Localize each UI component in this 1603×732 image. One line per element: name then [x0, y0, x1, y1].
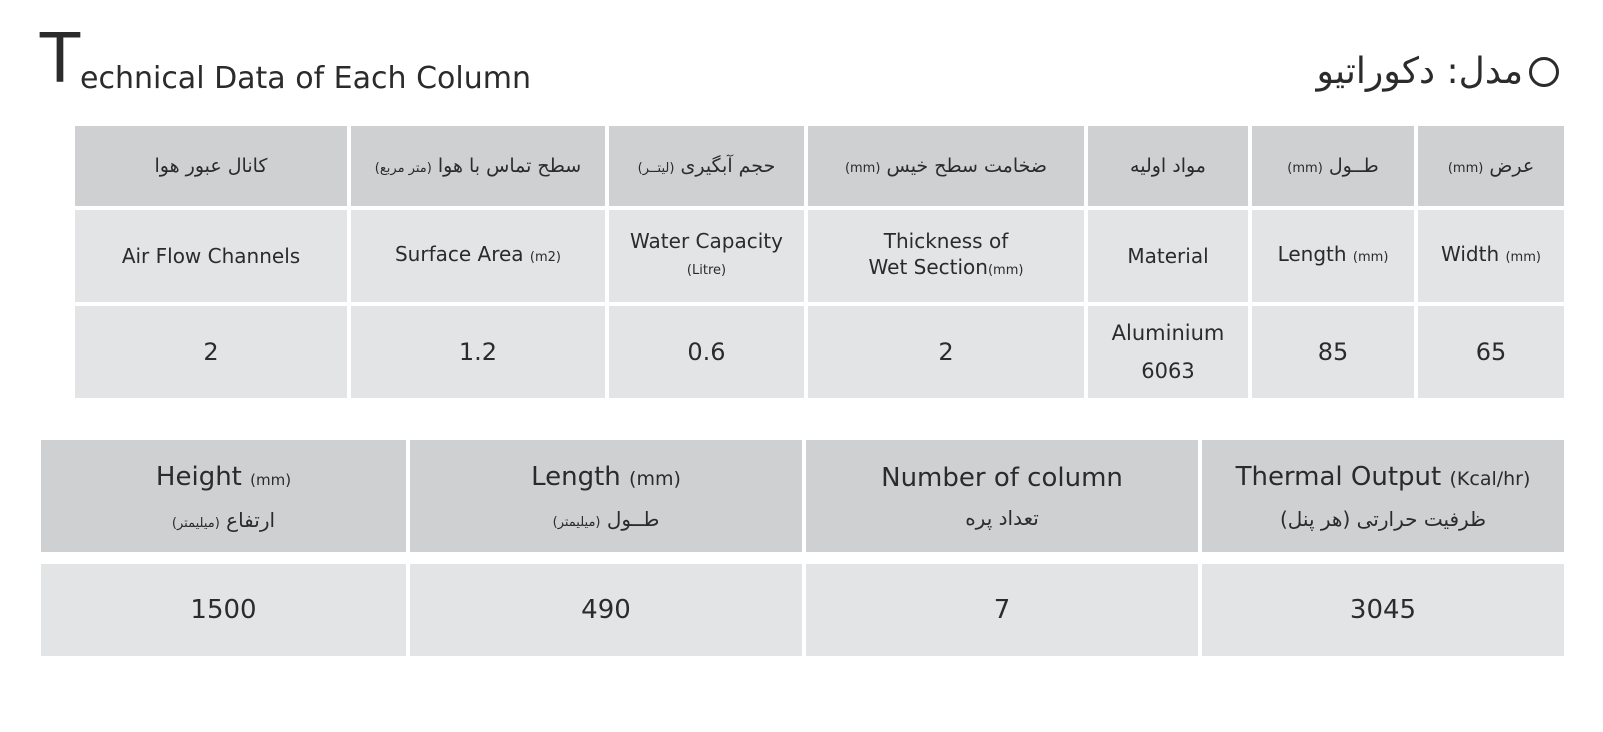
header-thickness-fa: ضخامت سطح خیس (mm): [804, 126, 1084, 206]
header-number-of-column: Number of column تعداد پره: [802, 440, 1198, 552]
header-row-2: [41, 440, 1564, 552]
header-length-2: Length (mm) طــول (میلیمتر): [406, 440, 802, 552]
page-title: echnical Data of Each Column: [80, 61, 531, 96]
value-width: 65: [1414, 306, 1564, 398]
header-height: Height (mm) ارتفاع (میلیمتر): [41, 440, 406, 552]
label-material-en: Material: [1084, 210, 1248, 302]
label-width-en: Width (mm): [1414, 210, 1564, 302]
header-thermal-output: Thermal Output (Kcal/hr) ظرفیت حرارتی (هر پنل): [1198, 440, 1564, 552]
header-length-fa: طــول (mm): [1248, 126, 1414, 206]
value-row: [39, 306, 1564, 398]
header-row-fa: [39, 126, 1564, 206]
value-length-2: 490: [406, 564, 802, 656]
header-air-flow-fa: کانال عبور هوا: [75, 126, 347, 206]
value-length: 85: [1248, 306, 1414, 398]
header-material-fa: مواد اولیه: [1084, 126, 1248, 206]
title-initial: T: [38, 18, 82, 98]
label-length-en: Length (mm): [1248, 210, 1414, 302]
label-water-capacity-en: Water Capacity (Litre): [605, 210, 804, 302]
value-air-flow: 2: [75, 306, 347, 398]
value-row-2: [41, 564, 1564, 656]
header-surface-area-fa: سطح تماس با هوا (متر مربع): [347, 126, 605, 206]
spec-table-2: [41, 440, 1564, 656]
value-water-capacity: 0.6: [605, 306, 804, 398]
label-air-flow-en: Air Flow Channels: [75, 210, 347, 302]
value-surface-area: 1.2: [347, 306, 605, 398]
value-number-of-column: 7: [802, 564, 1198, 656]
value-thickness: 2: [804, 306, 1084, 398]
circle-icon: [1529, 57, 1559, 87]
header-water-capacity-fa: حجم آبگیری (لیتــر): [605, 126, 804, 206]
header-row-en: [39, 210, 1564, 302]
label-thickness-en: Thickness of Wet Section(mm): [804, 210, 1084, 302]
value-material: Aluminium 6063: [1084, 306, 1248, 398]
label-surface-area-en: Surface Area (m2): [347, 210, 605, 302]
model-label: مدل: دکوراتیو: [1316, 51, 1523, 92]
value-height: 1500: [41, 564, 406, 656]
value-thermal-output: 3045: [1198, 564, 1564, 656]
header-width-fa: عرض (mm): [1414, 126, 1564, 206]
spec-table-1: [39, 126, 1564, 398]
